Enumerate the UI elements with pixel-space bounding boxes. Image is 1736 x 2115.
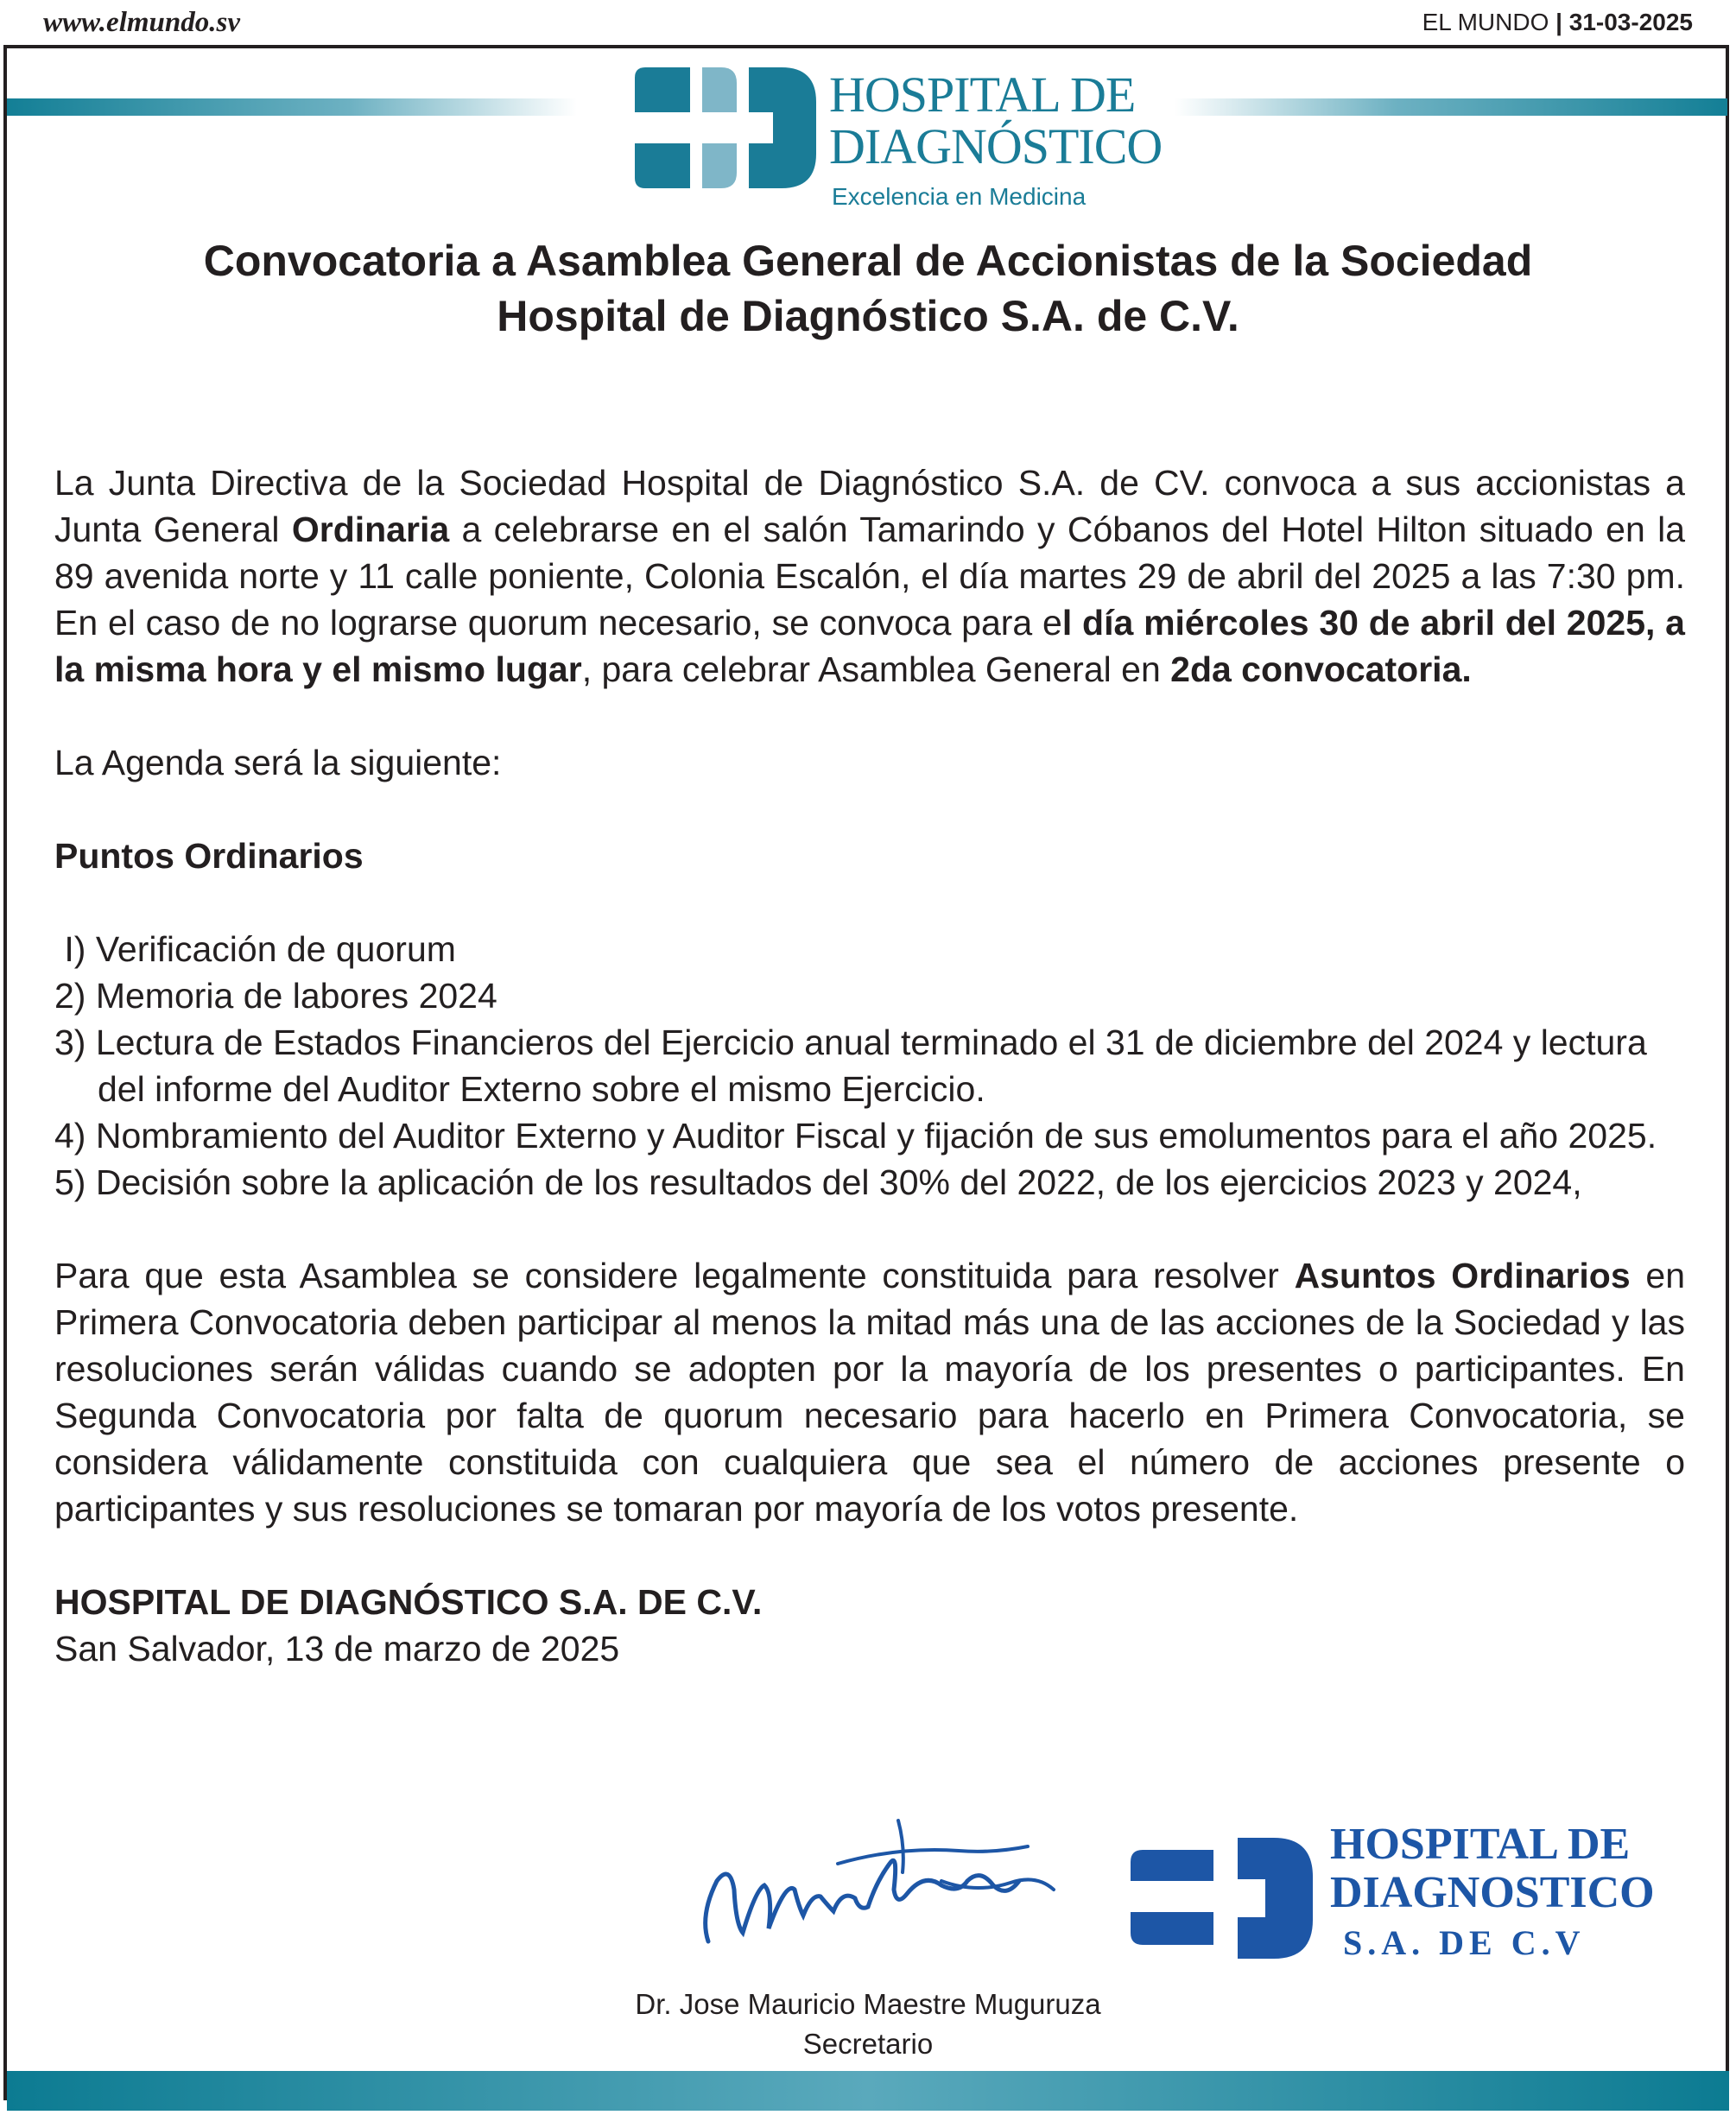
legal-bold-1: Asuntos Ordinarios <box>1294 1256 1631 1295</box>
intro-bold-1: Ordinaria <box>291 510 450 549</box>
closing-place-date: San Salvador, 13 de marzo de 2025 <box>54 1629 620 1669</box>
legal-text-1: Para que esta Asamblea se considere legalmente constituida para resolver <box>54 1256 1295 1295</box>
logo-wordmark <box>829 66 1163 174</box>
closing-organization: HOSPITAL DE DIAGNÓSTICO S.A. DE C.V. <box>54 1582 763 1622</box>
logo-line-2: DIAGNÓSTICO <box>829 118 1163 174</box>
intro-text-2: a celebrarse en el salón Tamarindo y Cóbanos del Hotel Hilton situado en la 89 avenida norte y 11 calle poniente, Colonia Escalón, el día martes 29 de abril del 2025 a las 7:30 pm. En el caso de no lograrse quorum necesario, se convoca para e <box>54 510 1685 643</box>
stamp-wordmark <box>1330 1821 1655 1917</box>
logo-tagline: Excelencia en Medicina <box>832 183 1087 210</box>
title-line-1: Convocatoria a Asamblea General de Accionistas de la Sociedad <box>203 237 1533 285</box>
handwritten-signature <box>682 1812 1097 1967</box>
newspaper-header <box>0 0 1736 43</box>
notice-title <box>0 233 1736 344</box>
intro-text-3: , para celebrar Asamblea General en <box>581 649 1171 689</box>
publication-separator: | <box>1555 9 1562 35</box>
agenda-item: 5) Decisión sobre la aplicación de los resultados del 30% del 2022, de los ejercicios 2023 y 2024, <box>54 1162 1582 1202</box>
agenda-item: I) Verificación de quorum <box>54 929 456 969</box>
agenda-item: 2) Memoria de labores 2024 <box>54 976 497 1016</box>
legal-text-2: en Primera Convocatoria deben participar al menos la mitad más una de las acciones de la Sociedad y las resoluciones serán válidas cuando se adopten por la mayoría de los presentes o participantes. En Segunda Convocatoria por falta de quorum necesario para hacerlo en Primera Convocatoria, se considera válidamente constituida con cualquiera que sea el número de acciones presente o participantes y sus resoluciones se tomaran por mayoría de los votos presente. <box>54 1256 1685 1529</box>
agenda-intro: La Agenda será la siguiente: <box>54 743 502 782</box>
company-stamp <box>1127 1820 1655 1976</box>
agenda-item: 4) Nombramiento del Auditor Externo y Auditor Fiscal y fijación de sus emolumentos para el año 2025. <box>54 1116 1657 1156</box>
legal-paragraph <box>54 1252 1685 1532</box>
decorative-band-right <box>1175 98 1727 116</box>
site-url: www.elmundo.sv <box>43 7 240 38</box>
intro-bold-3: 2da convocatoria. <box>1170 649 1472 689</box>
intro-text-1: La Junta Directiva de la Sociedad Hospital de Diagnóstico S.A. de CV. convoca a sus accionistas a Junta General <box>54 463 1685 549</box>
signer-block <box>0 1985 1736 2064</box>
notice-body <box>54 459 1685 1672</box>
agenda-heading: Puntos Ordinarios <box>54 836 364 876</box>
decorative-band-left <box>7 98 577 116</box>
publication-date: 31-03-2025 <box>1568 9 1693 35</box>
stamp-cross-icon <box>1127 1838 1317 1959</box>
title-line-2: Hospital de Diagnóstico S.A. de C.V. <box>497 292 1239 340</box>
hospital-cross-icon <box>635 67 816 188</box>
stamp-line-3: S.A. DE C.V <box>1343 1923 1586 1962</box>
decorative-band-bottom <box>7 2071 1729 2111</box>
signer-role: Secretario <box>802 2028 934 2060</box>
agenda-list <box>54 926 1685 1206</box>
publication-info <box>1422 9 1693 36</box>
intro-bold-2: l día miércoles 30 de abril del 2025, a la misma hora y el mismo lugar <box>54 603 1685 689</box>
publication-name: EL MUNDO <box>1422 9 1549 35</box>
logo-line-1: HOSPITAL DE <box>829 66 1136 123</box>
signer-name: Dr. Jose Mauricio Maestre Muguruza <box>635 1988 1101 2020</box>
stamp-line-2: DIAGNOSTICO <box>1330 1868 1655 1917</box>
agenda-item: 3) Lectura de Estados Financieros del Ejercicio anual terminado el 31 de diciembre del 2024 y lectura del informe del Auditor Externo sobre el mismo Ejercicio. <box>54 1023 1647 1109</box>
stamp-line-1: HOSPITAL DE <box>1330 1820 1631 1869</box>
hospital-logo <box>635 66 1163 216</box>
intro-paragraph <box>54 459 1685 693</box>
